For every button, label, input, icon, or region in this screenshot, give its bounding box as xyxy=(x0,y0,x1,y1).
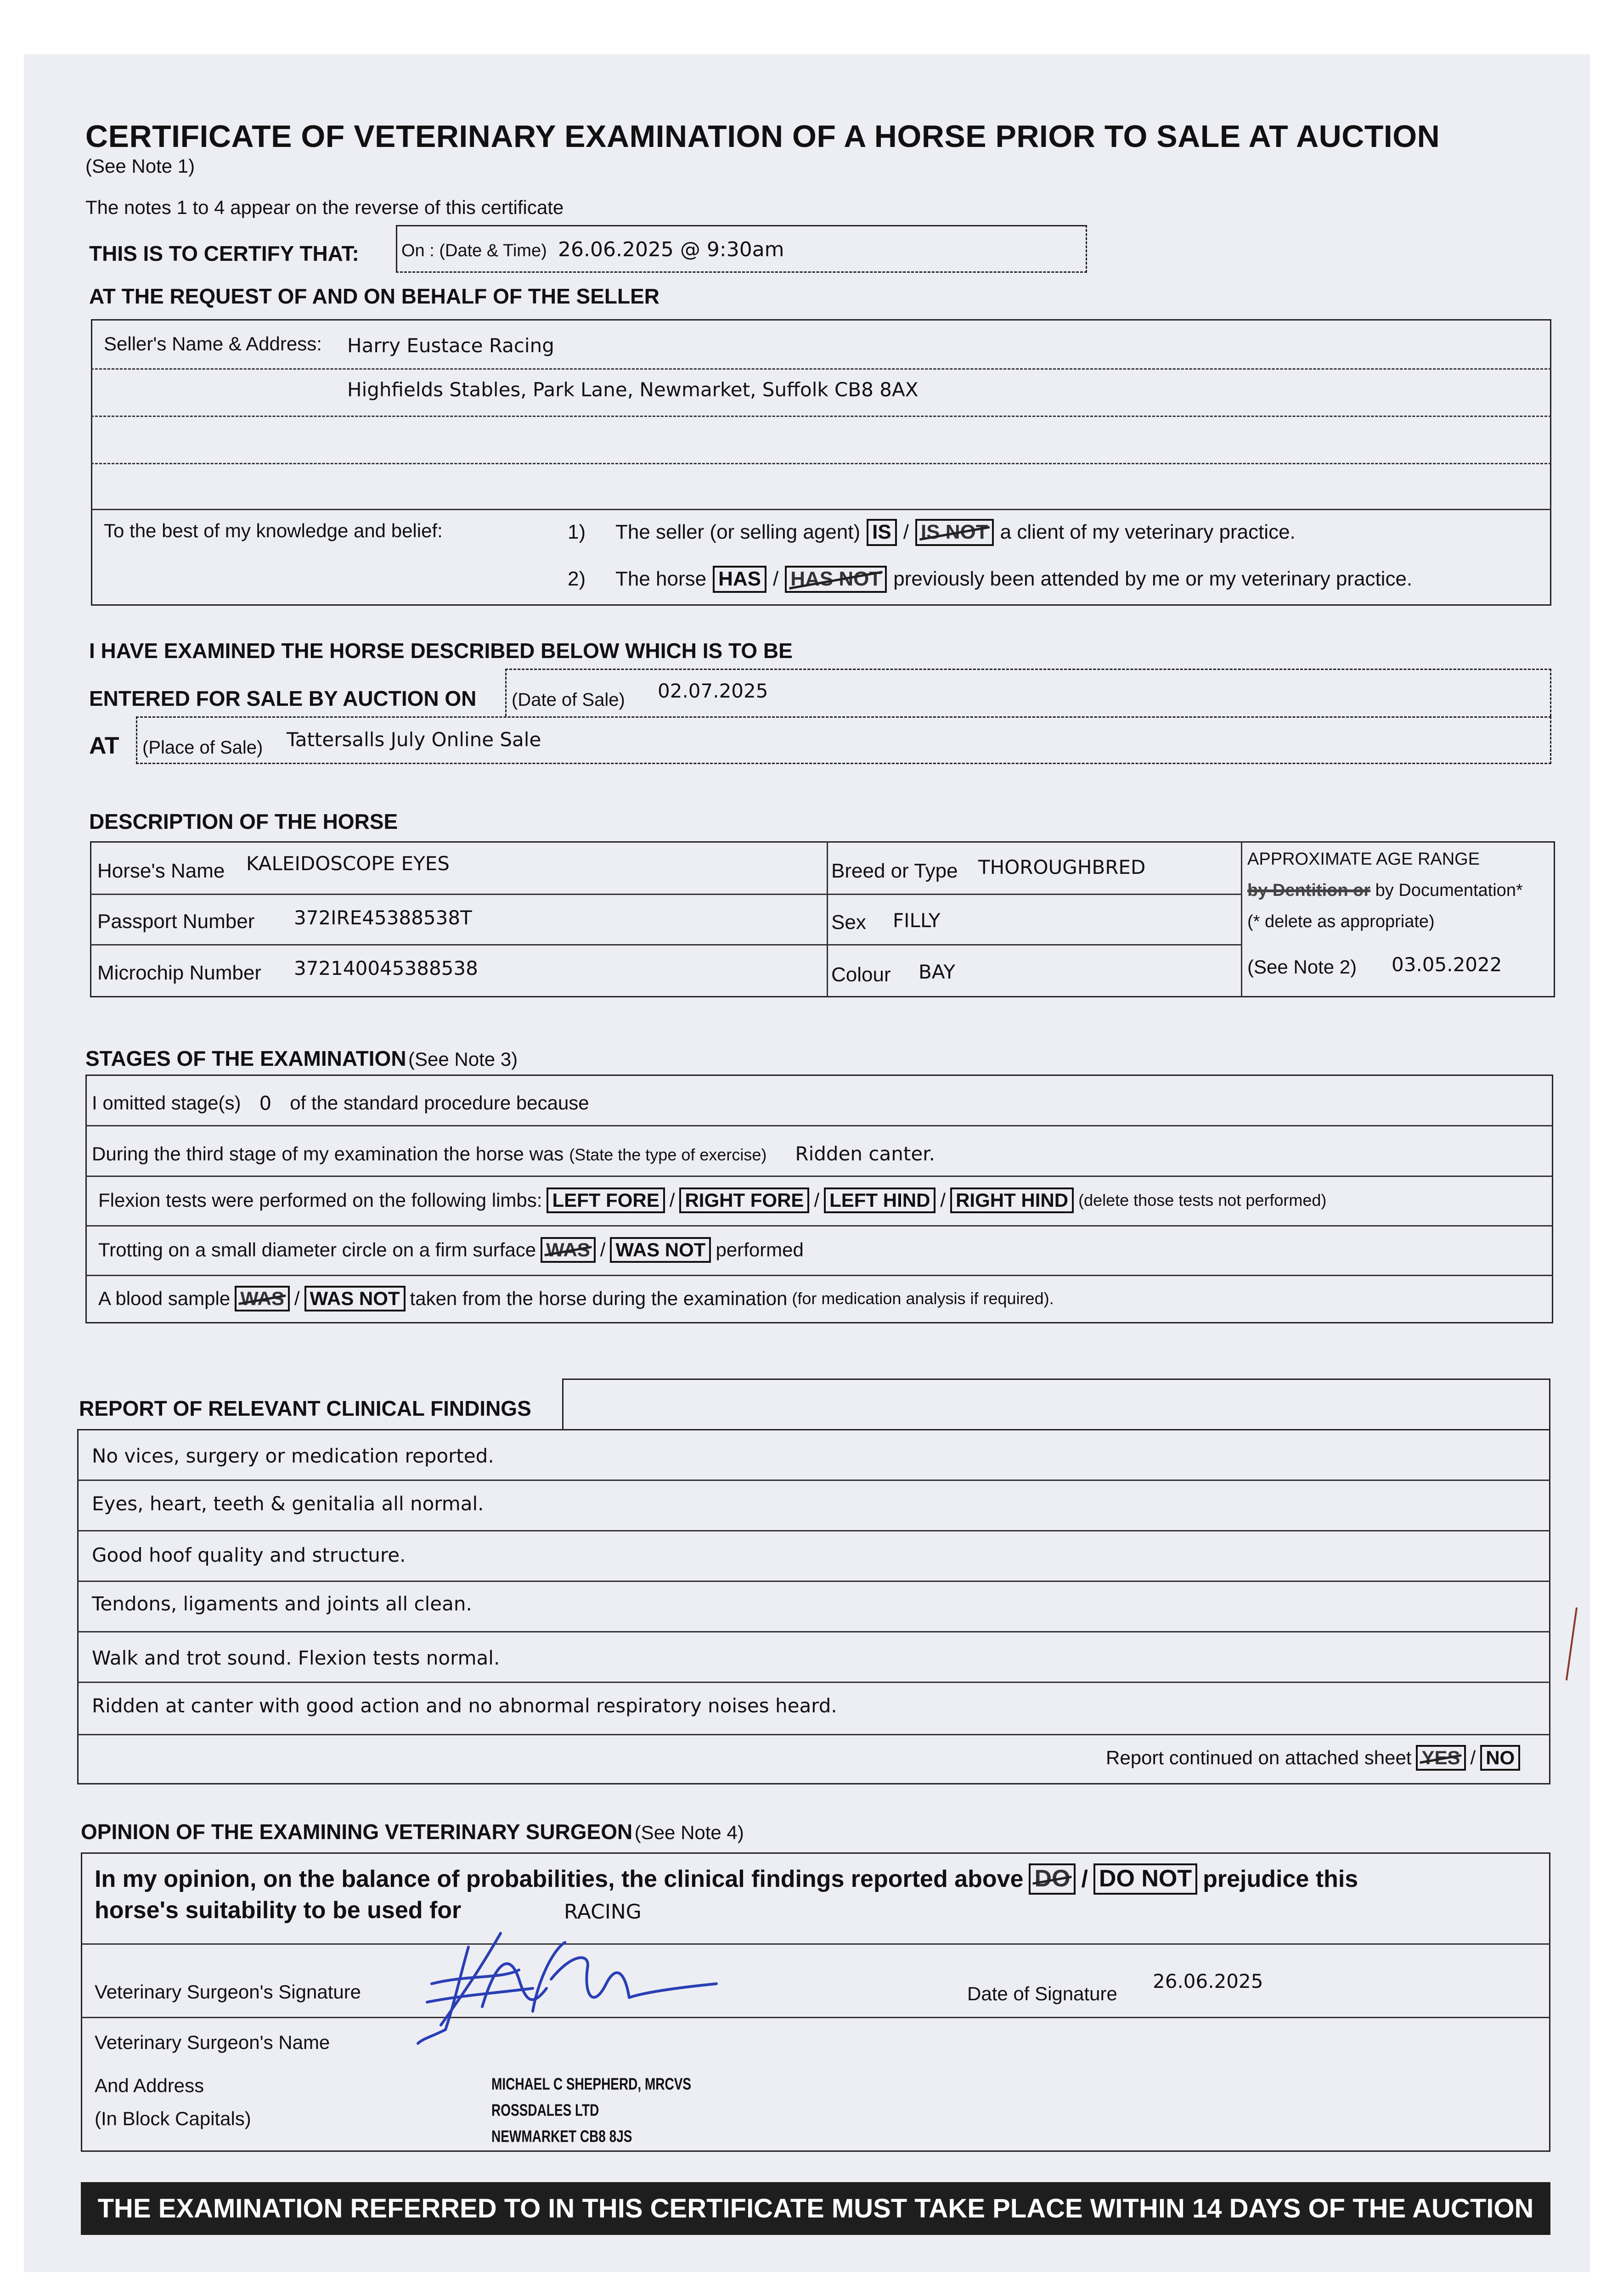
opinion-do-option[interactable]: DO xyxy=(1029,1863,1076,1895)
signature-image xyxy=(413,1915,726,2048)
is-option[interactable]: IS xyxy=(867,519,897,546)
vet-stamp-practice: ROSSDALES LTD xyxy=(491,2101,599,2120)
sale-place-label: (Place of Sale) xyxy=(142,737,263,758)
age-value: 03.05.2022 xyxy=(1392,953,1502,976)
notes-text: The notes 1 to 4 appear on the reverse of this certificate xyxy=(85,197,564,218)
sale-date-label: (Date of Sale) xyxy=(512,690,625,710)
age-heading: APPROXIMATE AGE RANGE xyxy=(1247,850,1480,869)
knowledge-item-1: 1) The seller (or selling agent) IS / IS NOT a client of my veterinary practice. xyxy=(568,519,1296,546)
see-note-1: (See Note 1) xyxy=(85,155,195,177)
opinion-do-not-option[interactable]: DO NOT xyxy=(1093,1863,1197,1895)
on-label: On : (Date & Time) xyxy=(401,241,547,260)
continued-row: Report continued on attached sheet YES / NO xyxy=(1106,1745,1520,1771)
opinion-text-line2: horse's suitability to be used for xyxy=(95,1897,462,1924)
left-hind-option[interactable]: LEFT HIND xyxy=(824,1187,935,1213)
third-stage-row: During the third stage of my examination the horse was (State the type of exercise) Ridden canter. xyxy=(92,1142,935,1165)
seller-name[interactable]: Harry Eustace Racing xyxy=(347,334,554,357)
seller-box xyxy=(91,319,1551,606)
sex-label: Sex xyxy=(831,911,866,934)
age-line3: (* delete as appropriate) xyxy=(1247,912,1435,931)
request-heading: AT THE REQUEST OF AND ON BEHALF OF THE SELLER xyxy=(89,284,659,308)
horse-name-label: Horse's Name xyxy=(97,860,225,882)
passport-label: Passport Number xyxy=(97,910,255,933)
knowledge-label: To the best of my knowledge and belief: xyxy=(104,520,443,541)
seller-label: Seller's Name & Address: xyxy=(104,333,322,355)
finding-line[interactable]: Tendons, ligaments and joints all clean. xyxy=(92,1593,472,1615)
microchip-label: Microchip Number xyxy=(97,962,261,984)
seller-address[interactable]: Highfields Stables, Park Lane, Newmarket, Suffolk CB8 8AX xyxy=(347,378,919,401)
knowledge-item-2: 2) The horse HAS / HAS NOT previously been attended by me or my veterinary practice. xyxy=(568,566,1412,593)
report-heading: REPORT OF RELEVANT CLINICAL FINDINGS xyxy=(79,1396,531,1420)
examined-line1: I HAVE EXAMINED THE HORSE DESCRIBED BELOW WHICH IS TO BE xyxy=(89,639,793,663)
age-line2: by Dentition or by Documentation* xyxy=(1247,881,1523,900)
sale-date-value: 02.07.2025 xyxy=(658,680,768,702)
blood-row: A blood sample WAS / WAS NOT taken from the horse during the examination (for medication analysis if required). xyxy=(98,1286,1054,1311)
continued-no-option[interactable]: NO xyxy=(1480,1745,1520,1771)
date-signature-value: 26.06.2025 xyxy=(1153,1970,1263,1992)
signature-label: Veterinary Surgeon's Signature xyxy=(95,1981,361,2003)
has-not-option[interactable]: HAS NOT xyxy=(785,566,887,593)
footer-banner: THE EXAMINATION REFERRED TO IN THIS CERTIFICATE MUST TAKE PLACE WITHIN 14 DAYS OF THE AUCTION xyxy=(81,2182,1550,2235)
vet-stamp xyxy=(491,2071,691,2150)
continued-yes-option[interactable]: YES xyxy=(1416,1745,1465,1771)
is-not-option[interactable]: IS NOT xyxy=(915,519,994,546)
finding-line[interactable]: Walk and trot sound. Flexion tests normal. xyxy=(92,1647,500,1669)
vet-stamp-name: MICHAEL C SHEPHERD, MRCVS xyxy=(491,2074,692,2093)
breed-value: THOROUGHBRED xyxy=(978,856,1146,878)
report-heading-field xyxy=(562,1379,1550,1430)
finding-line[interactable]: No vices, surgery or medication reported. xyxy=(92,1445,494,1467)
on-value: 26.06.2025 @ 9:30am xyxy=(558,238,784,261)
use-value: RACING xyxy=(564,1900,642,1924)
finding-line[interactable]: Eyes, heart, teeth & genitalia all normal. xyxy=(92,1492,484,1515)
sex-value: FILLY xyxy=(893,909,941,932)
sale-place-value: Tattersalls July Online Sale xyxy=(287,728,541,751)
finding-line[interactable]: Ridden at canter with good action and no abnormal respiratory noises heard. xyxy=(92,1694,837,1717)
passport-value: 372IRE45388538T xyxy=(294,906,472,929)
age-note: (See Note 2) xyxy=(1247,956,1357,978)
trot-was-not-option[interactable]: WAS NOT xyxy=(610,1237,711,1263)
block-capitals-label: (In Block Capitals) xyxy=(95,2108,251,2129)
examined-line2: ENTERED FOR SALE BY AUCTION ON xyxy=(89,687,477,710)
opinion-heading: OPINION OF THE EXAMINING VETERINARY SURGEON (See Note 4) xyxy=(81,1820,744,1844)
certify-label: THIS IS TO CERTIFY THAT: xyxy=(89,242,359,265)
microchip-value: 372140045388538 xyxy=(294,957,478,979)
omitted-row: I omitted stage(s) 0 of the standard procedure because xyxy=(92,1092,589,1114)
breed-label: Breed or Type xyxy=(831,860,958,882)
blood-was-not-option[interactable]: WAS NOT xyxy=(304,1286,406,1311)
at-label: AT xyxy=(89,732,119,759)
trot-was-option[interactable]: WAS xyxy=(541,1237,596,1263)
flexion-row: Flexion tests were performed on the following limbs: LEFT FORE / RIGHT FORE / LEFT HIND / RIGHT HIND (delete those tests not performed) xyxy=(98,1187,1326,1213)
right-fore-option[interactable]: RIGHT FORE xyxy=(679,1187,809,1213)
vet-address-label: And Address xyxy=(95,2075,204,2096)
left-fore-option[interactable]: LEFT FORE xyxy=(547,1187,665,1213)
third-stage-value: Ridden canter. xyxy=(795,1142,935,1165)
page-title: CERTIFICATE OF VETERINARY EXAMINATION OF A HORSE PRIOR TO SALE AT AUCTION xyxy=(85,119,1440,154)
colour-value: BAY xyxy=(919,961,955,983)
colour-label: Colour xyxy=(831,963,891,986)
blood-was-option[interactable]: WAS xyxy=(235,1286,290,1311)
date-signature-label: Date of Signature xyxy=(967,1983,1117,2004)
omitted-value: 0 xyxy=(259,1092,272,1114)
stages-heading: STAGES OF THE EXAMINATION (See Note 3) xyxy=(85,1047,518,1070)
age-struck-option[interactable]: by Dentition or xyxy=(1247,881,1371,900)
trot-row: Trotting on a small diameter circle on a firm surface WAS / WAS NOT performed xyxy=(98,1237,804,1263)
description-heading: DESCRIPTION OF THE HORSE xyxy=(89,810,398,833)
right-hind-option[interactable]: RIGHT HIND xyxy=(950,1187,1074,1213)
horse-name-value: KALEIDOSCOPE EYES xyxy=(246,852,450,875)
vet-stamp-town: NEWMARKET CB8 8JS xyxy=(491,2127,632,2146)
finding-line[interactable]: Good hoof quality and structure. xyxy=(92,1544,406,1566)
vet-name-label: Veterinary Surgeon's Name xyxy=(95,2032,330,2053)
has-option[interactable]: HAS xyxy=(713,566,766,593)
opinion-text-line1: In my opinion, on the balance of probabilities, the clinical findings reported above DO / DO NOT prejudice this xyxy=(95,1863,1358,1895)
